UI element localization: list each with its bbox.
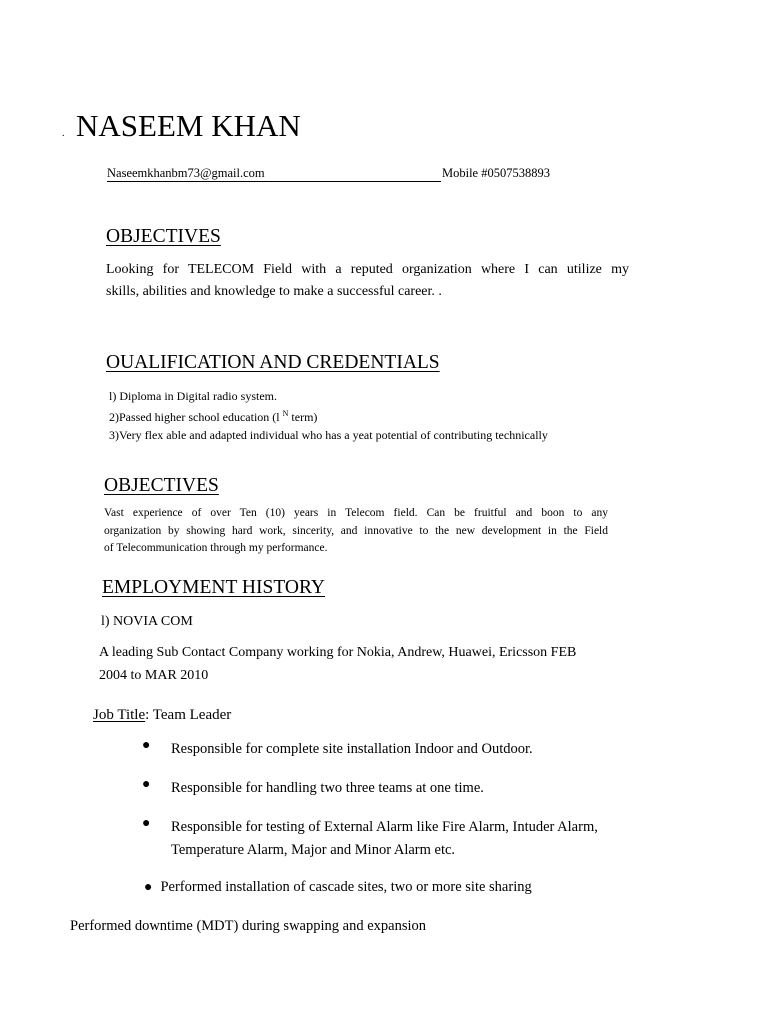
superscript: N [282,409,289,418]
objectives-heading-2: OBJECTIVES [104,475,219,496]
email-address: Naseemkhanbm73@gmail.com [107,166,441,182]
objectives-paragraph [106,259,629,303]
company-name: l) NOVIA COM [101,614,193,629]
job-title-label: Job Title [93,707,146,723]
bullet-icon: ● [142,816,151,831]
objectives-heading: OBJECTIVES [106,226,221,247]
job-title-value: : Team Leader [145,707,232,723]
list-item-text: Responsible for testing of External Alarm like Fire Alarm, Intuder Alarm, Temperature Alarm, Major and Minor Alarm etc. [171,819,598,858]
candidate-name: NASEEM KHAN [76,108,301,143]
name-prefix-dot: . [62,128,65,139]
list-item-text: Responsible for handling two three teams at one time. [171,780,484,796]
qualification-item-text: 2)Passed higher school education (l [109,410,280,424]
qualification-list [109,387,548,444]
objectives-line: skills, abilities and knowledge to make a successful career. . [106,284,442,299]
list-item-text: Responsible for complete site installation Indoor and Outdoor. [171,741,533,757]
objectives2-line: of Telecommunication through my performance. [104,542,328,554]
employment-heading: EMPLOYMENT HISTORY [102,577,326,598]
qualification-item: 3)Very flex able and adapted individual who has a yeat potential of contributing technically [109,428,548,442]
bullet-icon: ● [142,738,151,753]
company-description-line: 2004 to MAR 2010 [99,668,209,683]
bullet-icon: ● [144,880,153,895]
mobile-number: Mobile #0507538893 [442,166,550,180]
qualification-item: l) Diploma in Digital radio system. [109,389,277,403]
objectives-line: Looking for TELECOM Field with a reputed organization where I can utilize my [106,262,629,277]
job-title [93,707,231,724]
objectives2-line: Vast experience of over Ten (10) years in Telecom field. Can be fruitful and boon to any [104,507,608,519]
bullet-icon: ● [142,777,151,792]
company-description-line: A leading Sub Contact Company working for Nokia, Andrew, Huawei, Ericsson FEB [99,645,577,660]
objectives2-line: organization by showing hard work, sincerity, and innovative to the new development in the Field [104,524,608,537]
objectives-paragraph-2 [104,505,608,558]
list-item [144,879,532,896]
qualification-heading: OUALIFICATION AND CREDENTIALS [106,352,440,373]
list-item-text: Performed installation of cascade sites, two or more site sharing [160,879,532,895]
trailing-line: Performed downtime (MDT) during swapping and expansion [70,918,426,934]
qualification-item [109,405,548,426]
company-description [99,641,576,687]
qualification-item-text: term) [291,410,318,424]
